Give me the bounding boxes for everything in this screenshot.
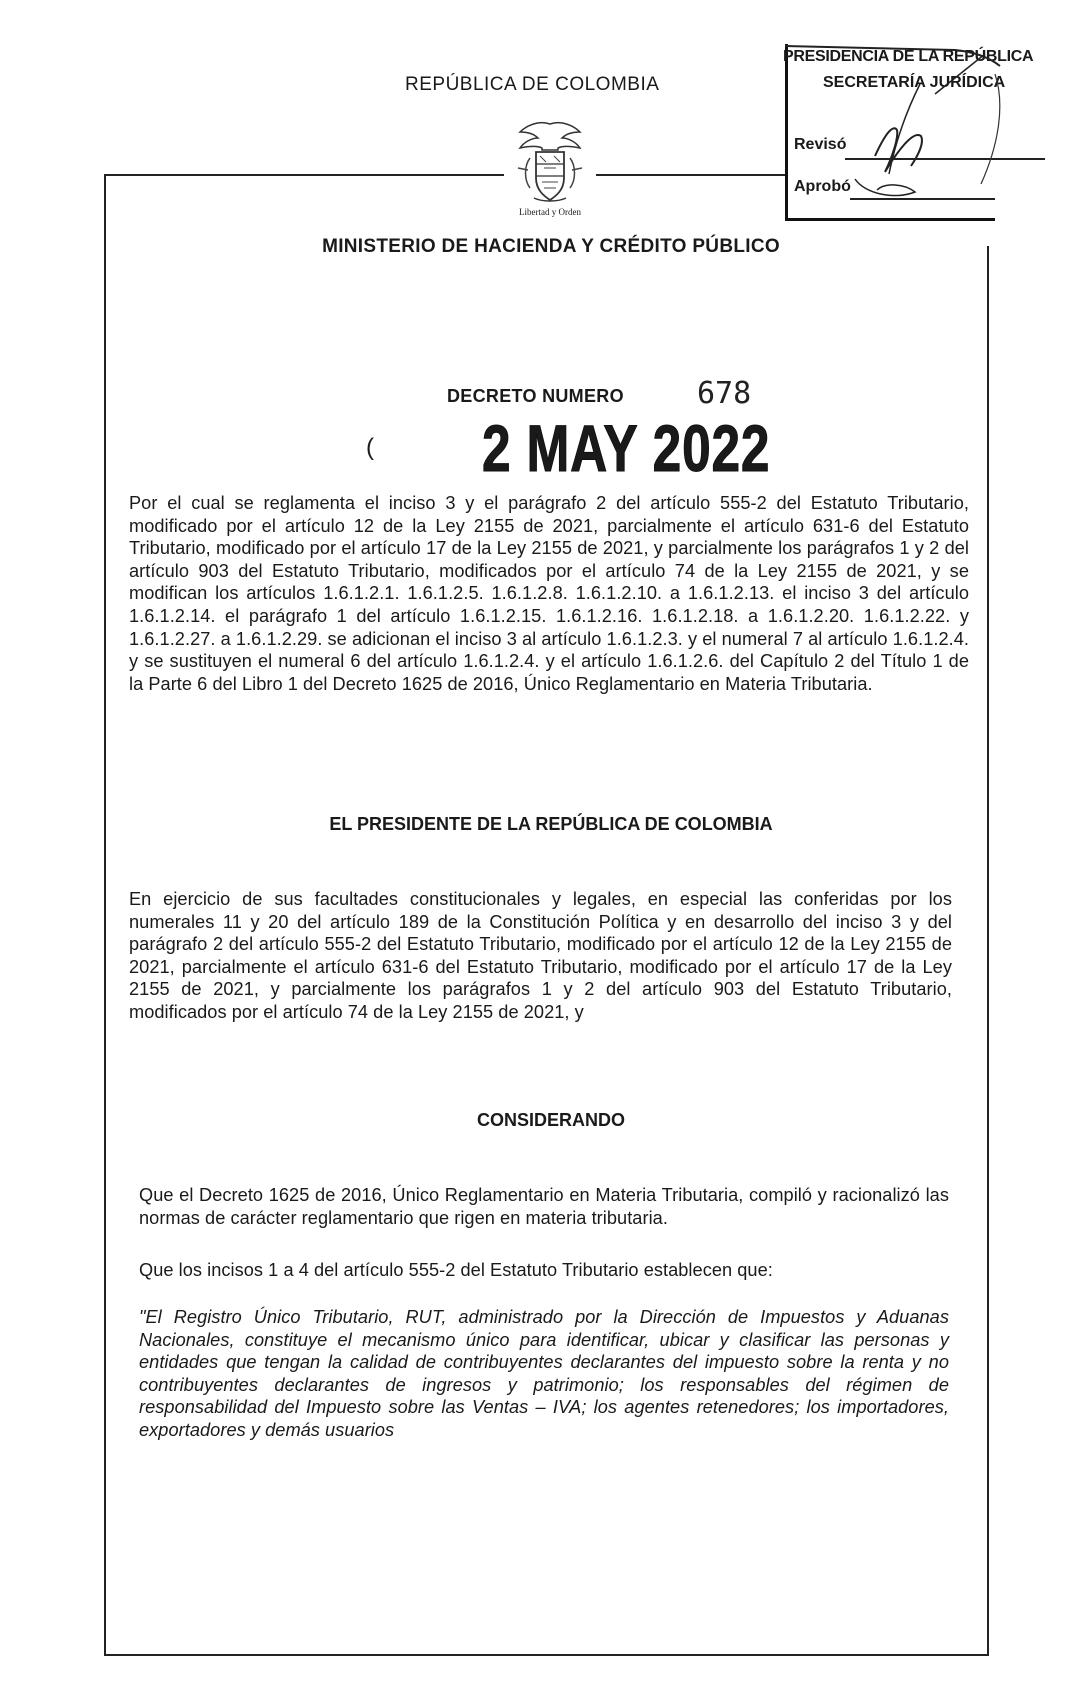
frame-border-bottom bbox=[104, 1654, 989, 1656]
powers-paragraph: En ejercicio de sus facultades constitucionales y legales, en especial las conferidas por los numerales 11 y 20 del artículo 189 de la Constitución Política y en desarrollo del inciso 3 y del parágrafo 2 del artículo 555-2 del Estatuto Tributario, modificado por el artículo 12 de la Ley 2155 de 2021, parcialmente el artículo 631-6 del Estatuto Tributario, modificado por el artículo 17 de la Ley 2155 de 2021, y parcialmente los parágrafos 1 y 2 del artículo 903 del Estatuto Tributario, modificados por el artículo 74 de la Ley 2155 de 2021, y bbox=[129, 889, 952, 1022]
stamp-secretaria-text: SECRETARÍA JURÍDICA bbox=[823, 74, 1006, 91]
ministry-heading: MINISTERIO DE HACIENDA Y CRÉDITO PÚBLICO bbox=[322, 236, 780, 257]
frame-border-right bbox=[987, 246, 989, 1656]
decree-label: DECRETO NUMERO bbox=[447, 386, 624, 406]
considering-paragraph-2: Que los incisos 1 a 4 del artículo 555-2 del Estatuto Tributario establecen que: bbox=[139, 1260, 773, 1280]
decree-number: 678 bbox=[697, 376, 752, 411]
considerando-heading: CONSIDERANDO bbox=[476, 1110, 625, 1130]
decree-summary-paragraph: Por el cual se reglamenta el inciso 3 y el parágrafo 2 del artículo 555-2 del Estatuto Tributario, modificado por el artículo 12 de la Ley 2155 de 2021, parcialmente el artículo 631-6 del Estatuto Tributario, modificado por el artículo 17 de la Ley 2155 de 2021, y parcialmente los parágrafos 1 y 2 del artículo 903 del Estatuto Tributario, modificados por el artículo 74 de la Ley 2155 de 2021, y se modifican los artículos 1.6.1.2.1. 1.6.1.2.5. 1.6.1.2.8. 1.6.1.2.10. a 1.6.1.2.13. el inciso 3 del artículo 1.6.1.2.14. el parágrafo 1 del artículo 1.6.1.2.15. 1.6.1.2.16. 1.6.1.2.18. a 1.6.1.2.20. 1.6.1.2.22. y 1.6.1.2.27. a 1.6.1.2.29. se adicionan el inciso 3 al artículo 1.6.1.2.3. y el numeral 7 al artículo 1.6.1.2.4. y se sustituyen el numeral 6 del artículo 1.6.1.2.4. y el artículo 1.6.1.2.6. del Capítulo 2 del Título 1 de la Parte 6 del Libro 1 del Decreto 1625 de 2016, Único Reglamentario en Materia Tributaria. bbox=[129, 493, 969, 694]
motto-text: Libertad y Orden bbox=[519, 207, 581, 217]
stamp-aprobo-label: Aprobó bbox=[794, 178, 851, 195]
frame-border-top-right bbox=[596, 174, 786, 176]
coat-of-arms-icon bbox=[510, 118, 590, 206]
quoted-law-paragraph: "El Registro Único Tributario, RUT, administrado por la Dirección de Impuestos y Aduanas Nacionales, constituye el mecanismo único para identificar, ubicar y clasificar las personas y entidades que tengan la calidad de contribuyentes declarantes del impuesto sobre la renta y no contribuyentes declarantes de ingresos y patrimonio; los responsables del régimen de responsabilidad del Impuesto sobre las Ventas – IVA; los agentes retenedores; los importadores, exportadores y demás usuarios bbox=[139, 1307, 949, 1440]
president-heading: EL PRESIDENTE DE LA REPÚBLICA DE COLOMBIA bbox=[329, 814, 773, 834]
frame-border-top-left bbox=[104, 174, 504, 176]
signature-scribble-icon bbox=[785, 44, 1040, 224]
considering-paragraph-1: Que el Decreto 1625 de 2016, Único Reglamentario en Materia Tributaria, compiló y racionalizó las normas de carácter reglamentario que rigen en materia tributaria. bbox=[139, 1185, 949, 1228]
country-heading: REPÚBLICA DE COLOMBIA bbox=[405, 74, 660, 95]
date-open-paren: ( bbox=[366, 434, 374, 461]
stamp-reviso-label: Revisó bbox=[794, 136, 847, 153]
stamp-presidencia-text: PRESIDENCIA DE LA REPÚBLICA bbox=[783, 48, 1034, 65]
decree-date-stamp: 2 MAY 2022 bbox=[482, 411, 771, 485]
frame-border-left bbox=[104, 176, 106, 1656]
